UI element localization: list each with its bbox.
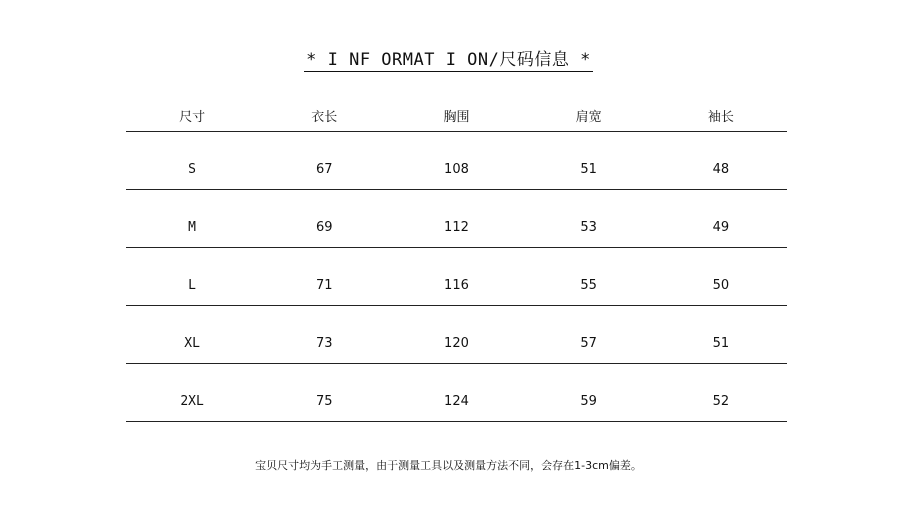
sleeve-cell: 51: [712, 335, 730, 351]
measurement-note: 宝贝尺寸均为手工测量，由于测量工具以及测量方法不同，会存在1-3cm偏差。: [255, 459, 642, 472]
chest-cell: 108: [444, 161, 469, 177]
length-cell: 69: [316, 219, 333, 235]
table-row: [126, 306, 787, 364]
length-cell: 71: [316, 277, 333, 293]
table-row: [126, 132, 787, 190]
chest-cell: 112: [444, 219, 469, 235]
table-header-row: [126, 104, 787, 132]
size-label-cell: XL: [184, 335, 200, 351]
header-cell-shoulder: 肩宽: [575, 109, 602, 125]
table-row: [126, 190, 787, 248]
size-label-cell: M: [188, 219, 196, 235]
size-label-cell: S: [188, 161, 196, 177]
sleeve-cell: 49: [712, 219, 730, 235]
sleeve-cell: 48: [712, 161, 730, 177]
header-cell-size: 尺寸: [179, 109, 206, 125]
shoulder-cell: 53: [580, 219, 597, 235]
chest-cell: 120: [444, 335, 469, 351]
page-title: [0, 49, 897, 71]
shoulder-cell: 55: [580, 277, 597, 293]
size-label-cell: 2XL: [180, 393, 204, 409]
chest-cell: 124: [444, 393, 469, 409]
shoulder-cell: 51: [580, 161, 597, 177]
table-row: [126, 248, 787, 306]
header-cell-sleeve: 袖长: [707, 109, 734, 125]
length-cell: 75: [316, 393, 333, 409]
header-cell-chest: 胸围: [443, 109, 470, 125]
length-cell: 73: [316, 335, 333, 351]
shoulder-cell: 59: [580, 393, 597, 409]
sleeve-cell: 50: [712, 277, 730, 293]
shoulder-cell: 57: [580, 335, 597, 351]
length-cell: 67: [316, 161, 333, 177]
size-table: [126, 104, 787, 422]
size-label-cell: L: [188, 277, 196, 293]
sleeve-cell: 52: [712, 393, 730, 409]
chest-cell: 116: [444, 277, 469, 293]
table-row: [126, 364, 787, 422]
page-title-text: * I NF ORMAT I ON/尺码信息 *: [306, 50, 591, 70]
header-cell-length: 衣长: [311, 109, 338, 125]
